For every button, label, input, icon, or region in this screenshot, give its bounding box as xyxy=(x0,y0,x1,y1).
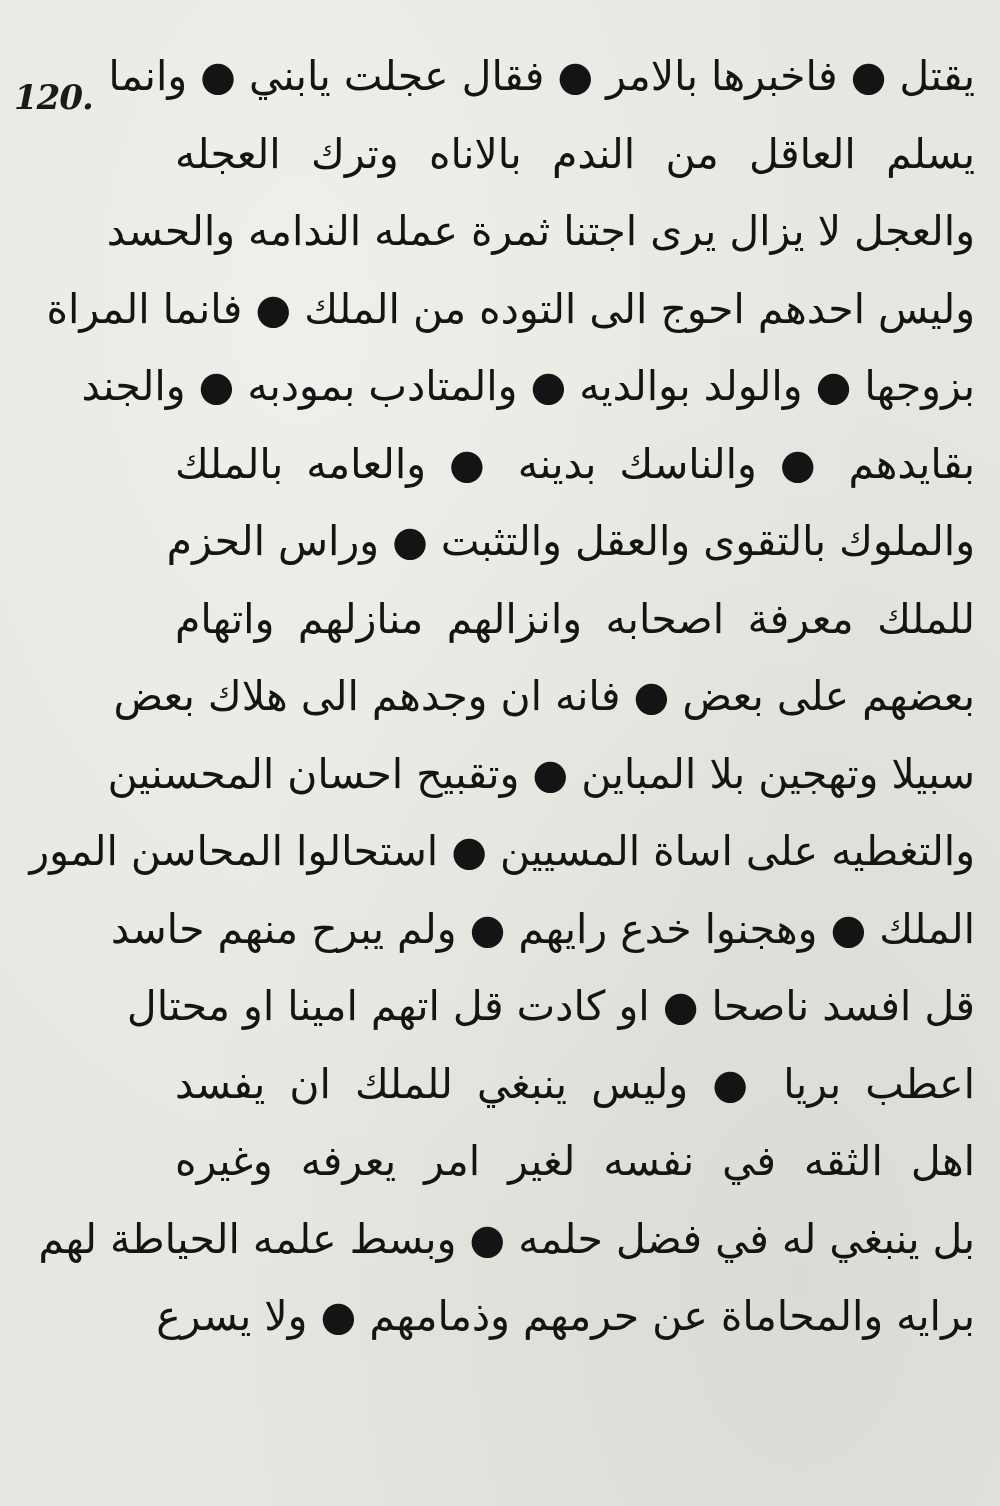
text-line: قل افسد ناصحا ● او كادت قل اتهم امينا او محتال xyxy=(126,982,975,1030)
text-line: الملك ● وهجنوا خدع رايهم ● ولم يبرح منهم حاسد xyxy=(110,904,975,953)
text-line: اهل الثقه في نفسه لغير امر يعرفه وغيره xyxy=(175,1137,975,1185)
text-line: والتغطيه على اساة المسيين ● استحالوا المحاسن المور xyxy=(29,827,975,875)
text-line: بقايدهم ● والناسك بدينه ● والعامه بالملك xyxy=(175,439,975,488)
page-number: 120. xyxy=(14,78,93,118)
text-line: والعجل لا يزال يرى اجتنا ثمرة عمله الندامه والحسد xyxy=(106,207,975,255)
text-line: اعطب بريا ● وليس ينبغي للملك ان يفسد xyxy=(175,1059,975,1108)
text-line: بعضهم على بعض ● فانه ان وجدهم الى هلاك بعض xyxy=(113,672,975,720)
text-line: وليس احدهم احوج الى التوده من الملك ● فانما المراة xyxy=(46,284,975,333)
text-line: بل ينبغي له في فضل حلمه ● وبسط علمه الحياطة لهم xyxy=(38,1214,975,1263)
text-line: والملوك بالتقوى والعقل والتثبت ● وراس الحزم xyxy=(166,517,975,565)
text-line: سبيلا وتهجين بلا المباين ● وتقبيح احسان المحسنين xyxy=(107,749,975,798)
text-line: برايه والمحاماة عن حرمهم وذمامهم ● ولا يسرع xyxy=(156,1292,975,1340)
text-line: يسلم العاقل من الندم بالاناه وترك العجله xyxy=(175,129,975,178)
text-line: للملك معرفة اصحابه وانزالهم منازلهم واتهام xyxy=(175,594,975,643)
text-line: يقتل ● فاخبرها بالامر ● فقال عجلت يابني ● وانما xyxy=(108,52,975,100)
text-line: بزوجها ● والولد بوالديه ● والمتادب بمودبه ● والجند xyxy=(81,362,975,410)
